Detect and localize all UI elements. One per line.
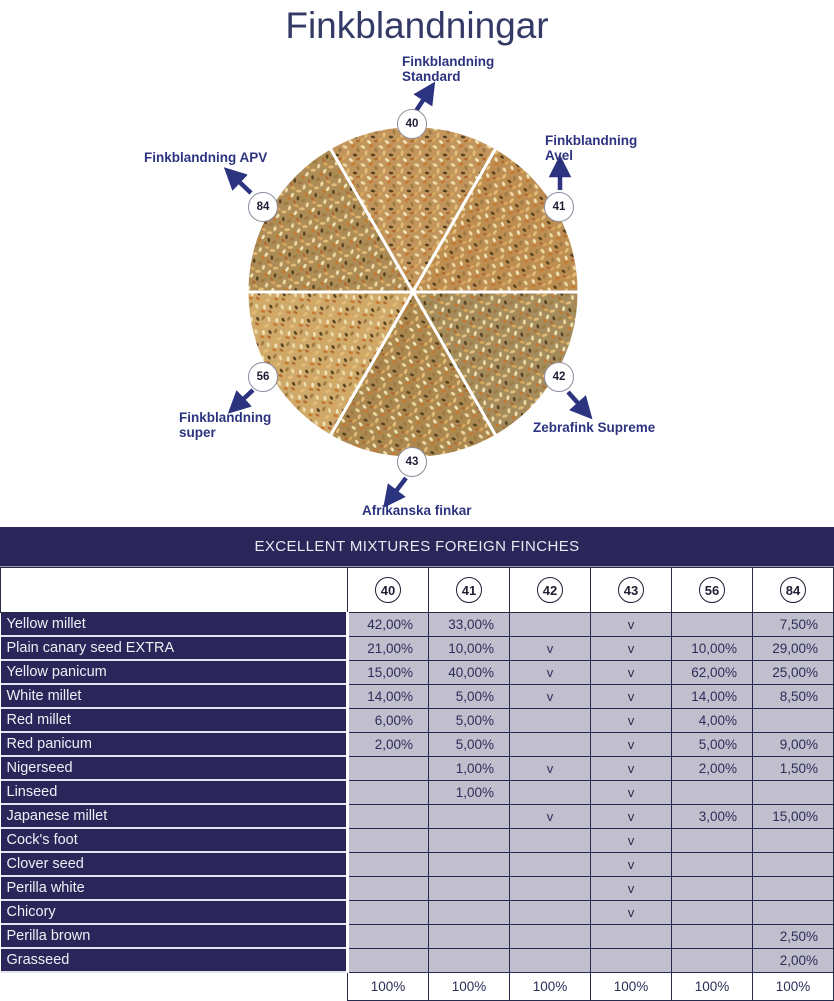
value-cell: v xyxy=(591,613,672,637)
row-label: Chicory xyxy=(1,900,348,924)
value-cell xyxy=(510,828,591,852)
total-cell: 100% xyxy=(672,972,753,1000)
table-row xyxy=(1,708,834,732)
table-row xyxy=(1,852,834,876)
row-label: Red panicum xyxy=(1,732,348,756)
column-badge-43: 43 xyxy=(618,577,644,603)
value-cell: v xyxy=(591,684,672,708)
column-header-row xyxy=(1,568,834,613)
value-cell xyxy=(348,924,429,948)
badge-41: 41 xyxy=(544,192,574,222)
value-cell: v xyxy=(591,828,672,852)
value-cell: 25,00% xyxy=(753,660,834,684)
value-cell xyxy=(429,828,510,852)
column-header-41 xyxy=(429,568,510,613)
value-cell: 15,00% xyxy=(753,804,834,828)
arrow-icon-43 xyxy=(390,478,406,499)
arrow-icon-56 xyxy=(236,390,253,406)
mixture-table-body xyxy=(1,613,834,973)
value-cell: 1,00% xyxy=(429,756,510,780)
value-cell: 33,00% xyxy=(429,613,510,637)
value-cell: 9,00% xyxy=(753,732,834,756)
arrow-icon-84 xyxy=(232,175,251,193)
value-cell: v xyxy=(591,660,672,684)
page-title: Finkblandningar xyxy=(285,5,549,46)
table-row xyxy=(1,948,834,972)
value-cell: 5,00% xyxy=(429,684,510,708)
mixtures-table-section xyxy=(0,527,834,1001)
column-badge-41: 41 xyxy=(456,577,482,603)
value-cell: 2,00% xyxy=(672,756,753,780)
totals-row xyxy=(1,972,834,1000)
table-row xyxy=(1,828,834,852)
value-cell: 5,00% xyxy=(429,708,510,732)
value-cell xyxy=(672,948,753,972)
column-badge-42: 42 xyxy=(537,577,563,603)
mixtures-table xyxy=(0,567,834,1001)
value-cell xyxy=(672,852,753,876)
value-cell: 6,00% xyxy=(348,708,429,732)
total-cell: 100% xyxy=(510,972,591,1000)
value-cell: v xyxy=(591,876,672,900)
total-cell: 100% xyxy=(753,972,834,1000)
value-cell xyxy=(672,828,753,852)
row-label: Perilla brown xyxy=(1,924,348,948)
table-row xyxy=(1,804,834,828)
row-label: Clover seed xyxy=(1,852,348,876)
table-row xyxy=(1,924,834,948)
value-cell xyxy=(753,852,834,876)
value-cell xyxy=(672,780,753,804)
value-cell: 7,50% xyxy=(753,613,834,637)
table-row xyxy=(1,876,834,900)
row-label: Yellow millet xyxy=(1,613,348,637)
callout-label-apv: Finkblandning APV xyxy=(144,150,268,165)
value-cell: 4,00% xyxy=(672,708,753,732)
callout-label-afrikanska: Afrikanska finkar xyxy=(362,503,472,518)
value-cell: 40,00% xyxy=(429,660,510,684)
callout-label-avel: Finkblandning Avel xyxy=(545,133,638,164)
column-header-84 xyxy=(753,568,834,613)
value-cell xyxy=(510,732,591,756)
value-cell: 14,00% xyxy=(348,684,429,708)
table-row xyxy=(1,756,834,780)
value-cell: 42,00% xyxy=(348,613,429,637)
value-cell xyxy=(348,900,429,924)
callout-label-super: Finkblandning super xyxy=(179,410,272,441)
value-cell xyxy=(348,852,429,876)
value-cell xyxy=(672,876,753,900)
value-cell: 3,00% xyxy=(672,804,753,828)
value-cell: v xyxy=(591,852,672,876)
badge-40: 40 xyxy=(397,109,427,139)
value-cell: 15,00% xyxy=(348,660,429,684)
value-cell: v xyxy=(510,684,591,708)
column-header-43 xyxy=(591,568,672,613)
value-cell: v xyxy=(510,636,591,660)
badge-56: 56 xyxy=(248,362,278,392)
row-label: Red millet xyxy=(1,708,348,732)
table-row xyxy=(1,684,834,708)
row-label: Japanese millet xyxy=(1,804,348,828)
row-label: Grasseed xyxy=(1,948,348,972)
value-cell xyxy=(510,876,591,900)
value-cell xyxy=(429,852,510,876)
value-cell xyxy=(429,948,510,972)
value-cell xyxy=(348,756,429,780)
column-badge-56: 56 xyxy=(699,577,725,603)
row-label: Perilla white xyxy=(1,876,348,900)
value-cell: 10,00% xyxy=(429,636,510,660)
total-cell: 100% xyxy=(591,972,672,1000)
value-cell xyxy=(510,852,591,876)
value-cell: v xyxy=(591,756,672,780)
row-label: Plain canary seed EXTRA xyxy=(1,636,348,660)
value-cell: 1,50% xyxy=(753,756,834,780)
value-cell xyxy=(510,900,591,924)
value-cell xyxy=(348,876,429,900)
callout-label-standard: Finkblandning Standard xyxy=(402,54,495,85)
totals-label-cell xyxy=(1,972,348,1000)
value-cell xyxy=(348,948,429,972)
value-cell xyxy=(753,780,834,804)
table-row xyxy=(1,732,834,756)
value-cell xyxy=(753,708,834,732)
value-cell xyxy=(753,876,834,900)
value-cell: 29,00% xyxy=(753,636,834,660)
row-label: Linseed xyxy=(1,780,348,804)
arrow-icon-40 xyxy=(416,91,429,111)
column-badge-40: 40 xyxy=(375,577,401,603)
value-cell xyxy=(672,900,753,924)
value-cell: 62,00% xyxy=(672,660,753,684)
table-row xyxy=(1,636,834,660)
arrow-icon-42 xyxy=(568,392,585,411)
row-label: White millet xyxy=(1,684,348,708)
callout-label-zebrafink: Zebrafink Supreme xyxy=(533,420,656,435)
column-header-40 xyxy=(348,568,429,613)
value-cell: 2,00% xyxy=(753,948,834,972)
value-cell: 2,00% xyxy=(348,732,429,756)
value-cell xyxy=(753,900,834,924)
badge-43: 43 xyxy=(397,447,427,477)
value-cell: v xyxy=(591,732,672,756)
value-cell: v xyxy=(510,756,591,780)
table-title: EXCELLENT MIXTURES FOREIGN FINCHES xyxy=(0,527,834,567)
value-cell xyxy=(429,900,510,924)
row-label: Cock's foot xyxy=(1,828,348,852)
value-cell xyxy=(510,780,591,804)
value-cell xyxy=(348,828,429,852)
value-cell: 10,00% xyxy=(672,636,753,660)
value-cell: 5,00% xyxy=(429,732,510,756)
table-row xyxy=(1,780,834,804)
value-cell: 14,00% xyxy=(672,684,753,708)
row-label: Yellow panicum xyxy=(1,660,348,684)
badge-42: 42 xyxy=(544,362,574,392)
value-cell: v xyxy=(510,804,591,828)
value-cell xyxy=(591,948,672,972)
column-badge-84: 84 xyxy=(780,577,806,603)
value-cell xyxy=(510,924,591,948)
value-cell xyxy=(510,613,591,637)
table-row xyxy=(1,900,834,924)
value-cell: v xyxy=(591,780,672,804)
value-cell xyxy=(429,804,510,828)
column-header-56 xyxy=(672,568,753,613)
value-cell xyxy=(348,804,429,828)
value-cell: v xyxy=(591,708,672,732)
value-cell xyxy=(672,924,753,948)
row-label: Nigerseed xyxy=(1,756,348,780)
value-cell xyxy=(672,613,753,637)
value-cell: v xyxy=(591,636,672,660)
corner-cell xyxy=(1,568,348,613)
value-cell: 5,00% xyxy=(672,732,753,756)
badge-84: 84 xyxy=(248,192,278,222)
value-cell: v xyxy=(591,804,672,828)
value-cell: 1,00% xyxy=(429,780,510,804)
value-cell xyxy=(753,828,834,852)
total-cell: 100% xyxy=(348,972,429,1000)
value-cell xyxy=(510,948,591,972)
table-row xyxy=(1,613,834,637)
value-cell: 21,00% xyxy=(348,636,429,660)
value-cell: v xyxy=(510,660,591,684)
value-cell xyxy=(591,924,672,948)
column-header-42 xyxy=(510,568,591,613)
value-cell: 8,50% xyxy=(753,684,834,708)
table-row xyxy=(1,660,834,684)
value-cell: v xyxy=(591,900,672,924)
value-cell xyxy=(429,924,510,948)
value-cell xyxy=(429,876,510,900)
value-cell: 2,50% xyxy=(753,924,834,948)
value-cell xyxy=(348,780,429,804)
total-cell: 100% xyxy=(429,972,510,1000)
value-cell xyxy=(510,708,591,732)
